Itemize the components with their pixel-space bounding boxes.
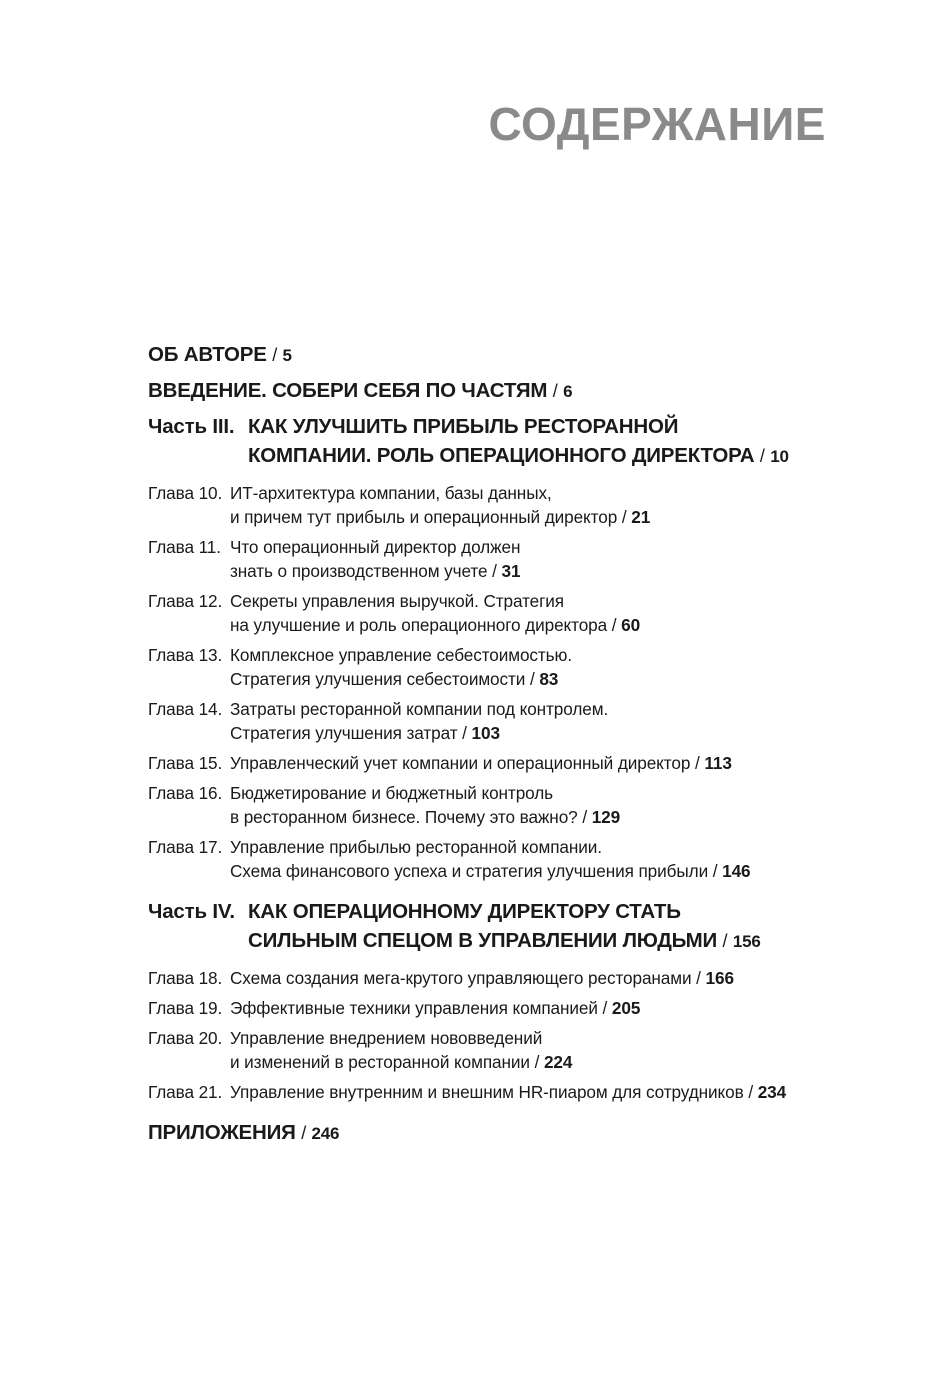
chapter-label: Глава 17. <box>148 837 223 857</box>
chapter-label: Глава 18. <box>148 968 223 988</box>
chapter-title: Секреты управления выручкой. Стратегия на улучшение и роль операционного директора / 60 <box>230 591 641 635</box>
page-number: 10 <box>770 447 789 466</box>
chapter-label: Глава 20. <box>148 1028 223 1048</box>
page-number: 224 <box>543 1052 573 1072</box>
chapter-title: Что операционный директор должен знать о производственном учете / 31 <box>230 537 521 581</box>
page-separator: / <box>534 1052 540 1072</box>
toc-chapter-20[interactable] <box>148 1026 838 1074</box>
part-title-line: СИЛЬНЫМ СПЕЦОМ В УПРАВЛЕНИИ ЛЮДЬМИ / 156 <box>248 929 761 952</box>
page-separator: / <box>611 615 617 635</box>
chapter-label: Глава 15. <box>148 753 223 773</box>
toc-chapter-12[interactable] <box>148 589 838 637</box>
chapter-title: Управление внедрением нововведений и изменений в ресторанной компании / 224 <box>230 1028 573 1072</box>
page-separator: / <box>712 861 718 881</box>
part-title <box>248 897 838 956</box>
chapter-title: Управление внутренним и внешним HR-пиаром для сотрудников / 234 <box>230 1082 787 1102</box>
entry-label: ВВЕДЕНИЕ. СОБЕРИ СЕБЯ ПО ЧАСТЯМ <box>148 379 548 402</box>
toc-chapter-21[interactable] <box>148 1080 838 1104</box>
page-separator: / <box>301 1123 306 1143</box>
toc-chapter-11[interactable] <box>148 535 838 583</box>
page-number: 205 <box>611 998 641 1018</box>
page-number: 166 <box>705 968 734 988</box>
page-number: 31 <box>501 561 521 581</box>
page-number: 60 <box>621 615 641 635</box>
chapter-label: Глава 19. <box>148 998 223 1018</box>
toc-entry-intro[interactable] <box>148 376 838 406</box>
page-separator: / <box>722 931 728 951</box>
toc-chapter-10[interactable] <box>148 481 838 529</box>
chapter-title: ИТ-архитектура компании, базы данных, и причем тут прибыль и операционный директор / 21 <box>230 483 651 527</box>
chapter-label: Глава 10. <box>148 483 223 503</box>
entry-label: ОБ АВТОРЕ <box>148 343 267 366</box>
chapter-label: Глава 11. <box>148 537 221 557</box>
page-number: 113 <box>704 753 732 773</box>
page-number: 6 <box>563 382 573 401</box>
page-number: 21 <box>631 507 651 527</box>
chapter-title: Бюджетирование и бюджетный контроль в ресторанном бизнесе. Почему это важно? / 129 <box>230 783 621 827</box>
toc-chapter-19[interactable] <box>148 996 838 1020</box>
page-separator: / <box>602 998 608 1018</box>
page-separator: / <box>272 345 278 365</box>
part-title-line: КОМПАНИИ. РОЛЬ ОПЕРАЦИОННОГО ДИРЕКТОРА / 10 <box>248 444 789 467</box>
toc-part-3[interactable] <box>148 412 838 471</box>
chapter-title: Затраты ресторанной компании под контролем. Стратегия улучшения затрат / 103 <box>230 699 609 743</box>
chapter-title: Управленческий учет компании и операционный директор / 113 <box>230 753 732 773</box>
toc-chapter-18[interactable] <box>148 966 838 990</box>
page-separator: / <box>696 968 701 988</box>
part-label: Часть IV. <box>148 900 235 923</box>
chapter-label: Глава 21. <box>148 1082 223 1102</box>
page-separator: / <box>462 723 467 743</box>
page-number: 83 <box>539 669 559 689</box>
page-separator: / <box>552 381 558 401</box>
toc-chapter-15[interactable] <box>148 751 838 775</box>
page-number: 234 <box>757 1082 787 1102</box>
table-of-contents <box>148 340 838 1154</box>
part-title-line: КАК УЛУЧШИТЬ ПРИБЫЛЬ РЕСТОРАННОЙ <box>248 415 679 438</box>
chapter-label: Глава 13. <box>148 645 223 665</box>
page-separator: / <box>694 753 700 773</box>
toc-entry-appendix[interactable] <box>148 1118 838 1148</box>
page-separator: / <box>759 446 765 466</box>
page-number: 103 <box>471 723 500 743</box>
toc-chapter-17[interactable] <box>148 835 838 883</box>
page-separator: / <box>748 1082 754 1102</box>
chapter-title: Схема создания мега-крутого управляющего ресторанами / 166 <box>230 968 734 988</box>
chapter-title: Управление прибылью ресторанной компании. Схема финансового успеха и стратегия улучшения прибыли / 146 <box>230 837 751 881</box>
page-number: 156 <box>732 932 761 951</box>
page-separator: / <box>621 507 627 527</box>
page-number: 246 <box>311 1124 340 1143</box>
page-number: 129 <box>591 807 621 827</box>
chapter-label: Глава 14. <box>148 699 223 719</box>
entry-label: ПРИЛОЖЕНИЯ <box>148 1121 296 1144</box>
page-separator: / <box>529 669 535 689</box>
toc-chapter-13[interactable] <box>148 643 838 691</box>
chapter-label: Глава 16. <box>148 783 223 803</box>
page-separator: / <box>492 561 497 581</box>
toc-part-4[interactable] <box>148 897 838 956</box>
part-title-line: КАК ОПЕРАЦИОННОМУ ДИРЕКТОРУ СТАТЬ <box>248 900 681 923</box>
part-label: Часть III. <box>148 415 235 438</box>
part-title <box>248 412 838 471</box>
chapter-title: Эффективные техники управления компанией / 205 <box>230 998 641 1018</box>
chapter-label: Глава 12. <box>148 591 223 611</box>
chapter-title: Комплексное управление себестоимостью. Стратегия улучшения себестоимости / 83 <box>230 645 573 689</box>
page-number: 5 <box>282 346 292 365</box>
page-number: 146 <box>722 861 751 881</box>
toc-chapter-14[interactable] <box>148 697 838 745</box>
page-title: СОДЕРЖАНИЕ <box>488 98 826 150</box>
page-separator: / <box>582 807 587 827</box>
toc-chapter-16[interactable] <box>148 781 838 829</box>
toc-entry-about[interactable] <box>148 340 838 370</box>
